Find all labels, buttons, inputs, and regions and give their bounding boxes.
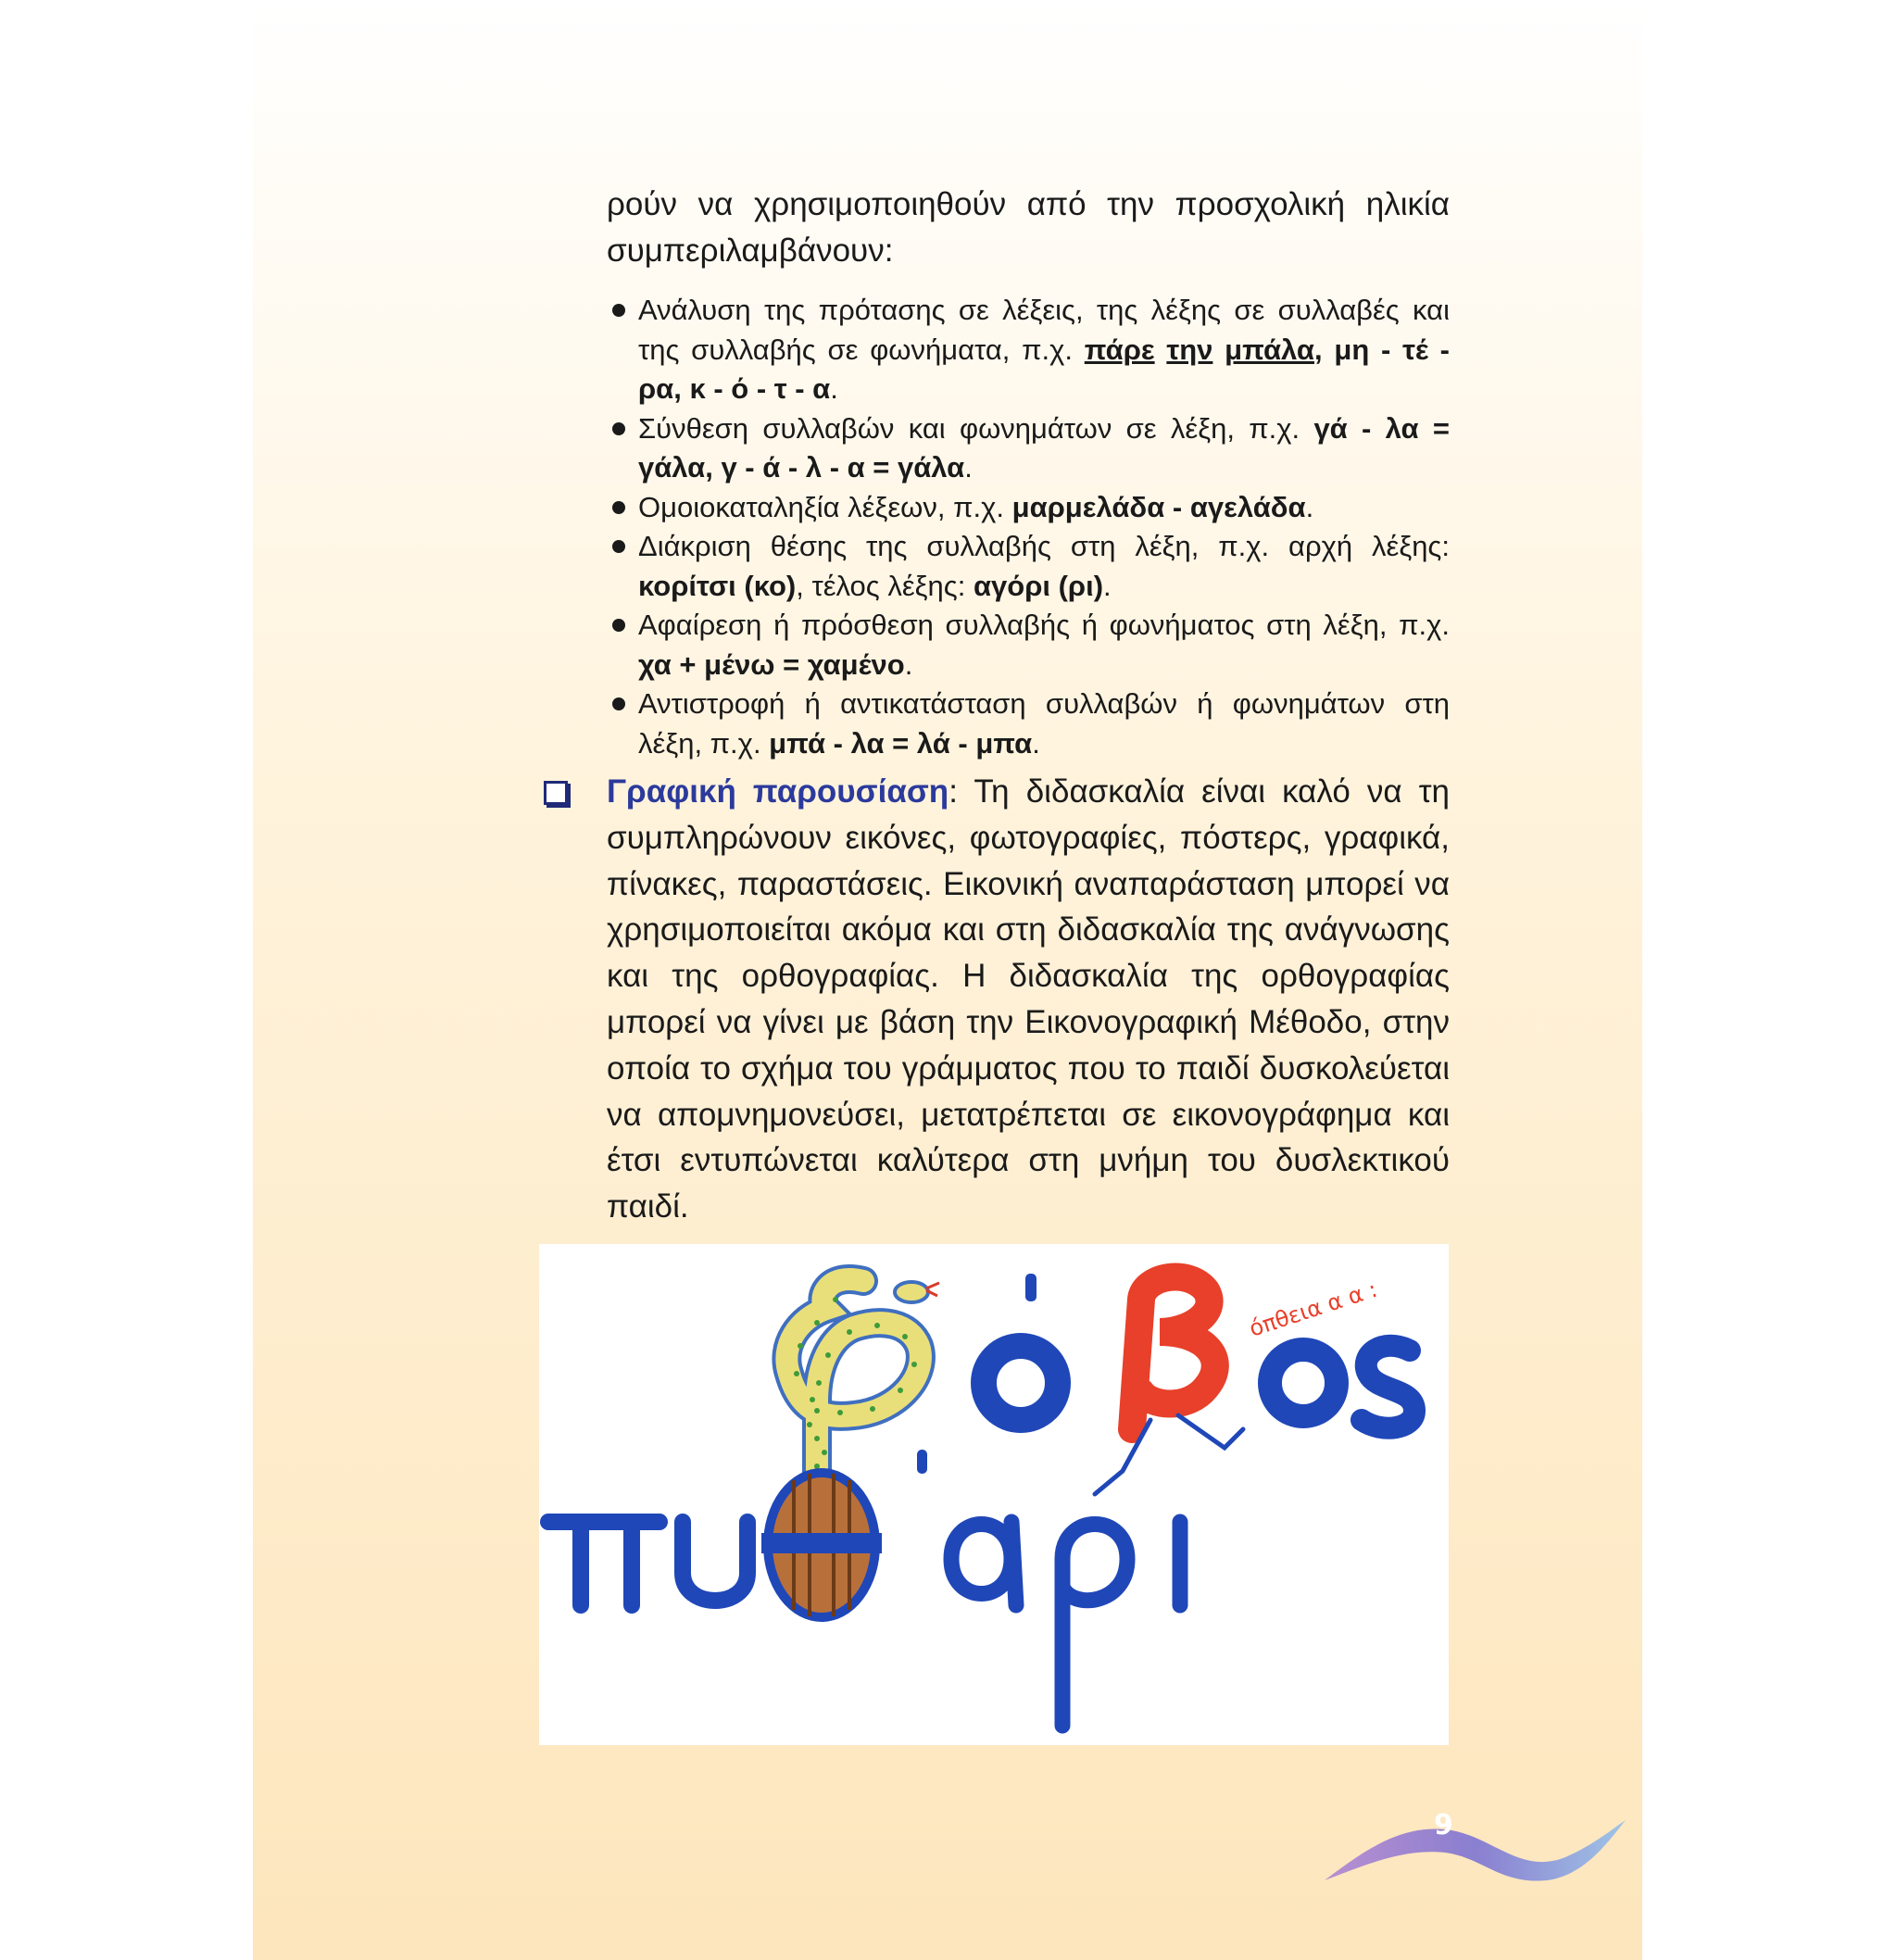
accent-mark-2-icon — [917, 1450, 927, 1474]
intro-paragraph — [607, 182, 1450, 274]
page-number: 9 — [1434, 1809, 1453, 1841]
bullet-list — [607, 291, 1450, 763]
barrel-theta-icon — [761, 1473, 882, 1617]
bullet-dot-icon — [612, 697, 625, 710]
bullet-dot-icon — [612, 540, 625, 553]
section-term: Γραφική παρουσίαση — [607, 773, 949, 810]
letter-rho-icon — [1062, 1525, 1127, 1727]
bullet-item: Σύνθεση συλλαβών και φωνημάτων σε λέξη, π.χ. γά - λα = γάλα, γ - ά - λ - α = γάλα. — [607, 409, 1450, 488]
accent-mark-icon — [1025, 1274, 1036, 1301]
page-number-decoration — [1325, 1788, 1630, 1899]
bullet-item: Ομοιοκαταληξία λέξεων, π.χ. μαρμελάδα - αγελάδα. — [607, 488, 1450, 528]
running-beta-icon — [1095, 1277, 1243, 1494]
bullet-item: Αντιστροφή ή αντικατάσταση συλλαβών ή φωνημάτων στη λέξη, π.χ. μπά - λα = λά - μπα. — [607, 685, 1450, 763]
letter-s-icon — [1362, 1346, 1414, 1428]
bullet-item: Αφαίρεση ή πρόσθεση συλλαβής ή φωνήματος στη λέξη, π.χ. χα + μένω = χαμένο. — [607, 606, 1450, 685]
letter-omicron-2-icon — [1270, 1350, 1337, 1416]
letter-alpha-icon — [951, 1522, 1016, 1605]
section-graphic-presentation — [607, 769, 1450, 1230]
section-text: Τη διδασκαλία είναι καλό να τη συμπληρώνουν εικόνες, φωτογραφίες, πόστερς, γραφικά, πίνακες, παραστάσεις. Εικονική αναπαράσταση μπορεί να χρησιμοποιείται ακόμα και στη διδασκαλία της ανάγνωσης και της ορθογραφίας. Η διδασκαλία της ορθογραφίας μπορεί να γίνει με βάση την Εικονογραφική Μέθοδο, στην οποία το σχήμα του γράμματος που το παιδί δυσκολεύεται να απομνημονεύσει, μετατρέπεται σε εικονογράφημα και έτσι εντυπώνεται καλύτερα στη μνήμη του δυσλεκτικού παιδί. — [607, 773, 1451, 1225]
bullet-dot-icon — [612, 619, 625, 632]
intro-text: ρούν να χρησιμοποιηθούν από την προσχολική ηλικία συμπεριλαμβάνουν: — [607, 186, 1450, 269]
checkbox-bullet-icon — [544, 781, 568, 805]
illustration-svg — [539, 1244, 1449, 1745]
illustration-figure — [539, 1244, 1449, 1745]
letter-upsilon-icon — [683, 1522, 747, 1601]
bullet-dot-icon — [612, 501, 625, 514]
letter-pi-icon — [548, 1522, 660, 1605]
wave-icon — [1325, 1820, 1626, 1881]
handwritten-note: όπθεια α α : — [1246, 1275, 1381, 1342]
word-pithari — [548, 1450, 1180, 1726]
bullet-dot-icon — [612, 422, 625, 435]
section-paragraph: Γραφική παρουσίαση: Τη διδασκαλία είναι καλό να τη συμπληρώνουν εικόνες, φωτογραφίες, πόστερς, γραφικά, πίνακες, παραστάσεις. Εικονική αναπαράσταση μπορεί να χρησιμοποιείται ακόμα και στη διδασκαλία της ανάγνωσης και της ορθογραφίας. Η διδασκαλία της ορθογραφίας μπορεί να γίνει με βάση την Εικονογραφική Μέθοδο, στην οποία το σχήμα του γράμματος που το παιδί δυσκολεύεται να απομνημονεύσει, μετατρέπεται σε εικονογράφημα και έτσι εντυπώνεται καλύτερα στη μνήμη του δυσλεκτικού παιδί. — [607, 773, 1451, 1225]
bullet-item: Ανάλυση της πρότασης σε λέξεις, της λέξης σε συλλαβές και της συλλαβής σε φωνήματα, π.χ. πάρε την μπάλα, μη - τέ - ρα, κ - ό - τ - α. — [607, 291, 1450, 409]
bullet-item: Διάκριση θέσης της συλλαβής στη λέξη, π.χ. αρχή λέξης: κορίτσι (κο), τέλος λέξης: αγόρι (ρι). — [607, 527, 1450, 606]
letter-omicron-icon — [984, 1346, 1058, 1420]
bullet-dot-icon — [612, 304, 625, 317]
